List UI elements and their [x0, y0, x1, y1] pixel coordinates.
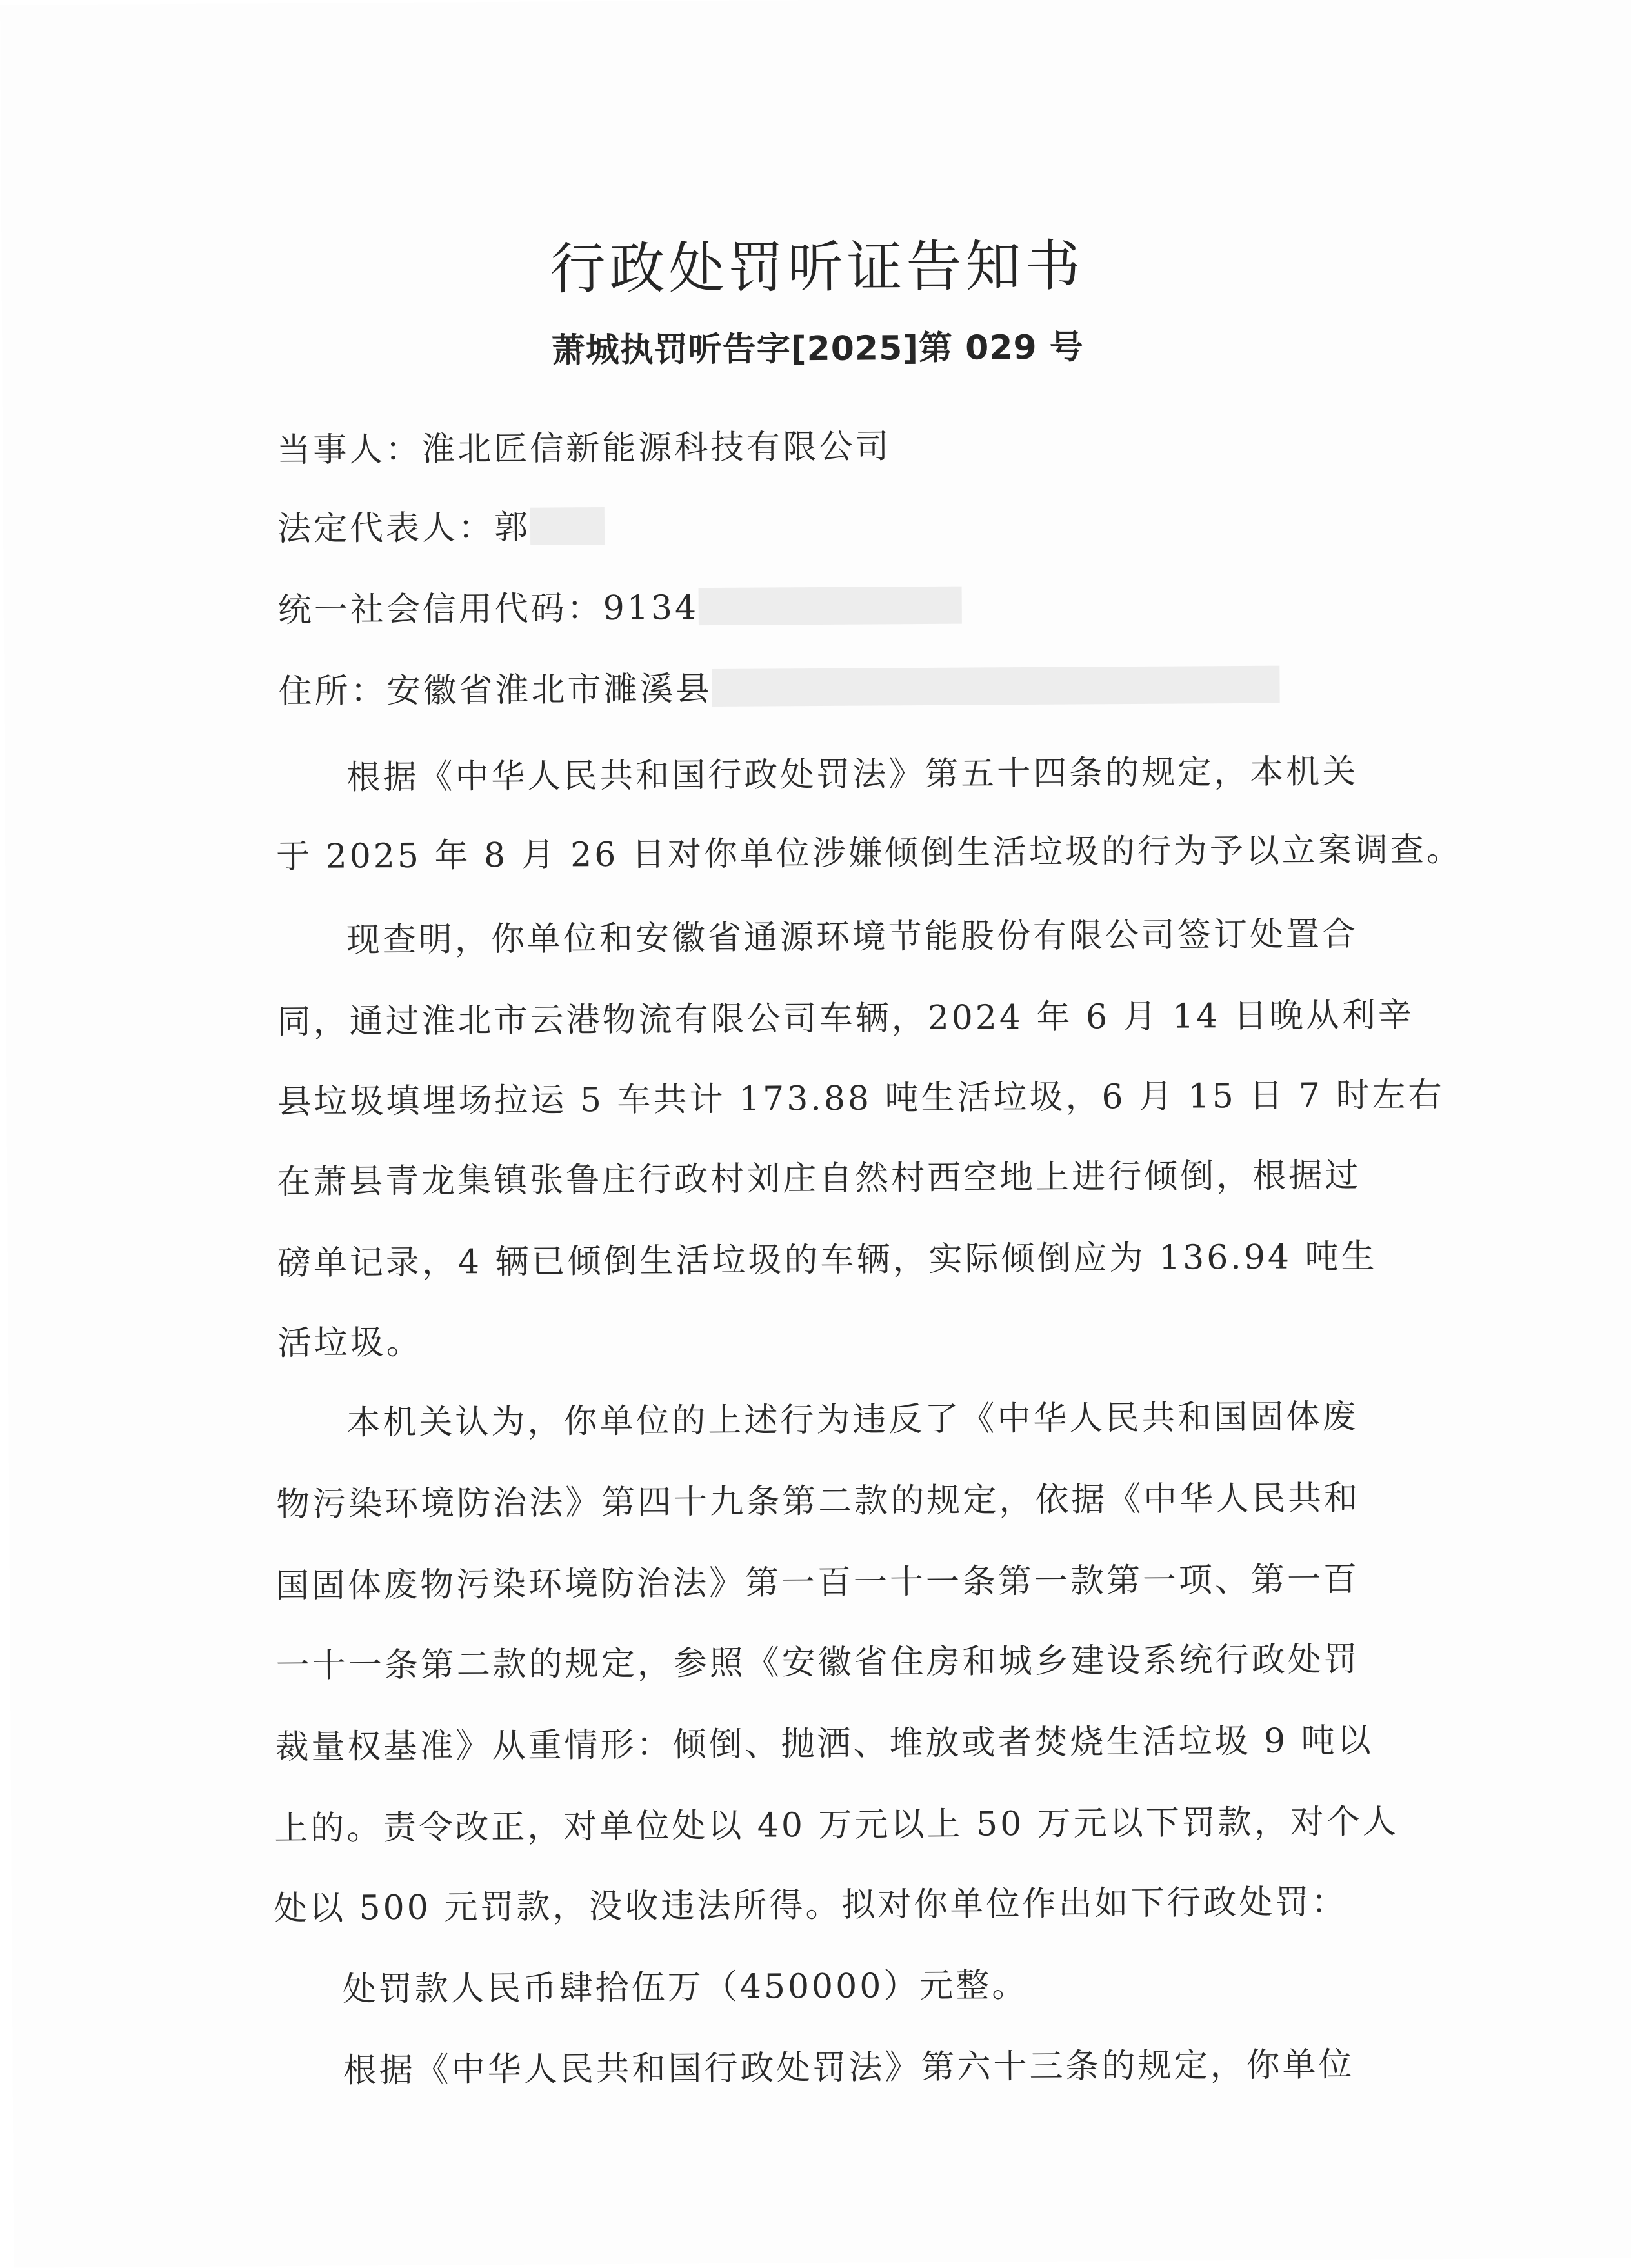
paragraph-3-line-1: 本机关认为，你单位的上述行为违反了《中华人民共和国固体废 — [346, 1397, 1359, 1443]
address-row — [278, 658, 1279, 712]
paragraph-2-line-3: 县垃圾填埋场拉运 5 车共计 173.88 吨生活垃圾，6 月 15 日 7 时左右 — [277, 1076, 1445, 1122]
party-row — [277, 419, 891, 471]
paragraph-3-line-2: 物污染环境防治法》第四十九条第二款的规定，依据《中华人民共和 — [276, 1478, 1361, 1525]
redaction-block — [530, 507, 605, 545]
party-label: 当事人： — [277, 430, 422, 470]
document-number: 萧城执罚听告字[2025]第 029 号 — [551, 328, 1084, 370]
paragraph-2-line-4: 在萧县青龙集镇张鲁庄行政村刘庄自然村西空地上进行倾倒，根据过 — [276, 1156, 1361, 1202]
paragraph-1-line-2: 于 2025 年 8 月 26 日对你单位涉嫌倾倒生活垃圾的行为予以立案调查。 — [275, 830, 1463, 877]
address-label: 住所： — [278, 672, 387, 712]
legal-rep-row — [277, 499, 605, 550]
legal-rep-value: 郭 — [494, 508, 531, 548]
paragraph-2-line-1: 现查明，你单位和安徽省通源环境节能股份有限公司签订处置合 — [346, 914, 1359, 960]
address-value: 安徽省淮北市濉溪县 — [386, 670, 712, 711]
paragraph-3-line-3: 国固体废物污染环境防治法》第一百一十一条第一款第一项、第一百 — [275, 1560, 1360, 1606]
party-value: 淮北匠信新能源科技有限公司 — [421, 427, 892, 469]
redaction-block — [699, 587, 962, 625]
paragraph-3-line-6: 上的。责令改正，对单位处以 40 万元以上 50 万元以下罚款，对个人 — [274, 1802, 1399, 1849]
credit-code-label: 统一社会信用代码： — [277, 589, 603, 630]
paragraph-3-line-7: 处以 500 元罚款，没收违法所得。拟对你单位作出如下行政处罚： — [273, 1883, 1348, 1929]
penalty-line: 处罚款人民币肆拾伍万（450000）元整。 — [342, 1966, 1028, 2009]
paragraph-3-line-5: 裁量权基准》从重情形：倾倒、抛洒、堆放或者焚烧生活垃圾 9 吨以 — [275, 1721, 1374, 1767]
document-title: 行政处罚听证告知书 — [550, 234, 1085, 302]
paragraph-2-line-2: 同，通过淮北市云港物流有限公司车辆，2024 年 6 月 14 日晚从利辛 — [277, 996, 1415, 1042]
paragraph-2-line-5: 磅单记录，4 辆已倾倒生活垃圾的车辆，实际倾倒应为 136.94 吨生 — [277, 1237, 1377, 1283]
paragraph-2-line-6: 活垃圾。 — [277, 1323, 423, 1363]
paragraph-5-line-1: 根据《中华人民共和国行政处罚法》第六十三条的规定，你单位 — [343, 2045, 1355, 2091]
credit-code-row — [278, 579, 963, 631]
paragraph-1-line-1: 根据《中华人民共和国行政处罚法》第五十四条的规定，本机关 — [346, 752, 1359, 798]
credit-code-value: 9134 — [603, 588, 699, 628]
paragraph-3-line-4: 一十一条第二款的规定，参照《安徽省住房和城乡建设系统行政处罚 — [275, 1640, 1360, 1686]
legal-rep-label: 法定代表人： — [277, 508, 495, 549]
redaction-block — [712, 666, 1279, 707]
